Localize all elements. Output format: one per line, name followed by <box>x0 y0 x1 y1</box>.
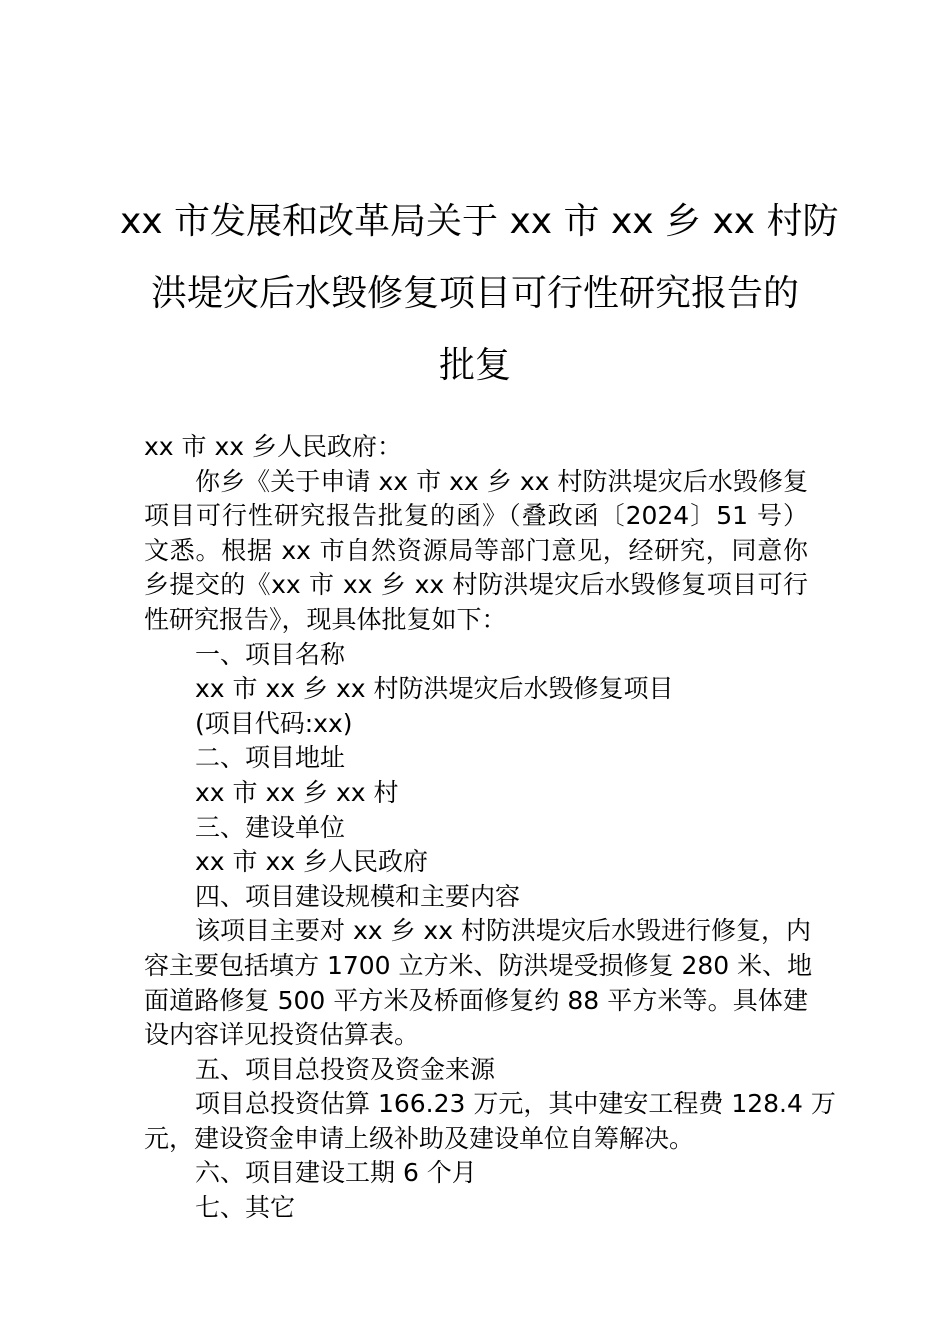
paragraph-line: 该项目主要对 xx 乡 xx 村防洪堤灾后水毁进行修复，内 <box>195 916 811 946</box>
scale-paragraph <box>144 914 813 1052</box>
addressee: xx 市 xx 乡人民政府： <box>144 432 403 461</box>
section-heading: 二、项目地址 <box>195 743 346 773</box>
section-text: xx 市 xx 乡 xx 村防洪堤灾后水毁修复项目 <box>195 674 674 704</box>
section-heading: 六、项目建设工期 6 个月 <box>195 1158 477 1188</box>
paragraph-line: 性研究报告》，现具体批复如下： <box>144 604 507 634</box>
section-heading: 四、项目建设规模和主要内容 <box>195 881 521 911</box>
section-text: (项目代码:xx) <box>195 708 353 738</box>
document-body <box>144 430 836 1226</box>
paragraph-line: 你乡《关于申请 xx 市 xx 乡 xx 村防洪堤灾后水毁修复 <box>195 466 808 496</box>
intro-paragraph <box>144 465 808 638</box>
paragraph-line: 面道路修复 500 平方米及桥面修复约 88 平方米等。具体建 <box>144 985 808 1015</box>
title-line: xx 市发展和改革局关于 xx 市 xx 乡 xx 村防 <box>120 201 839 242</box>
document-title <box>120 186 839 402</box>
paragraph-line: 项目可行性研究报告批复的函》（叠政函〔2024〕51 号） <box>144 501 808 531</box>
paragraph-line: 设内容详见投资估算表。 <box>144 1020 420 1050</box>
paragraph-line: 元，建设资金申请上级补助及建设单位自筹解决。 <box>144 1123 695 1153</box>
section-heading: 三、建设单位 <box>195 812 346 842</box>
investment-paragraph <box>144 1087 836 1156</box>
section-heading: 七、其它 <box>195 1193 296 1223</box>
section-text: xx 市 xx 乡人民政府 <box>195 847 429 877</box>
section-heading: 五、项目总投资及资金来源 <box>195 1054 496 1084</box>
title-line: 洪堤灾后水毁修复项目可行性研究报告的 <box>150 273 799 314</box>
paragraph-line: 文悉。根据 xx 市自然资源局等部门意见，经研究，同意你 <box>144 535 808 565</box>
section-heading: 一、项目名称 <box>195 639 346 669</box>
title-line: 批复 <box>438 345 511 386</box>
section-text: xx 市 xx 乡 xx 村 <box>195 777 399 807</box>
paragraph-line: 容主要包括填方 1700 立方米、防洪堤受损修复 280 米、地 <box>144 950 813 980</box>
paragraph-line: 项目总投资估算 166.23 万元，其中建安工程费 128.4 万 <box>195 1089 836 1119</box>
paragraph-line: 乡提交的《xx 市 xx 乡 xx 村防洪堤灾后水毁修复项目可行 <box>144 570 808 600</box>
